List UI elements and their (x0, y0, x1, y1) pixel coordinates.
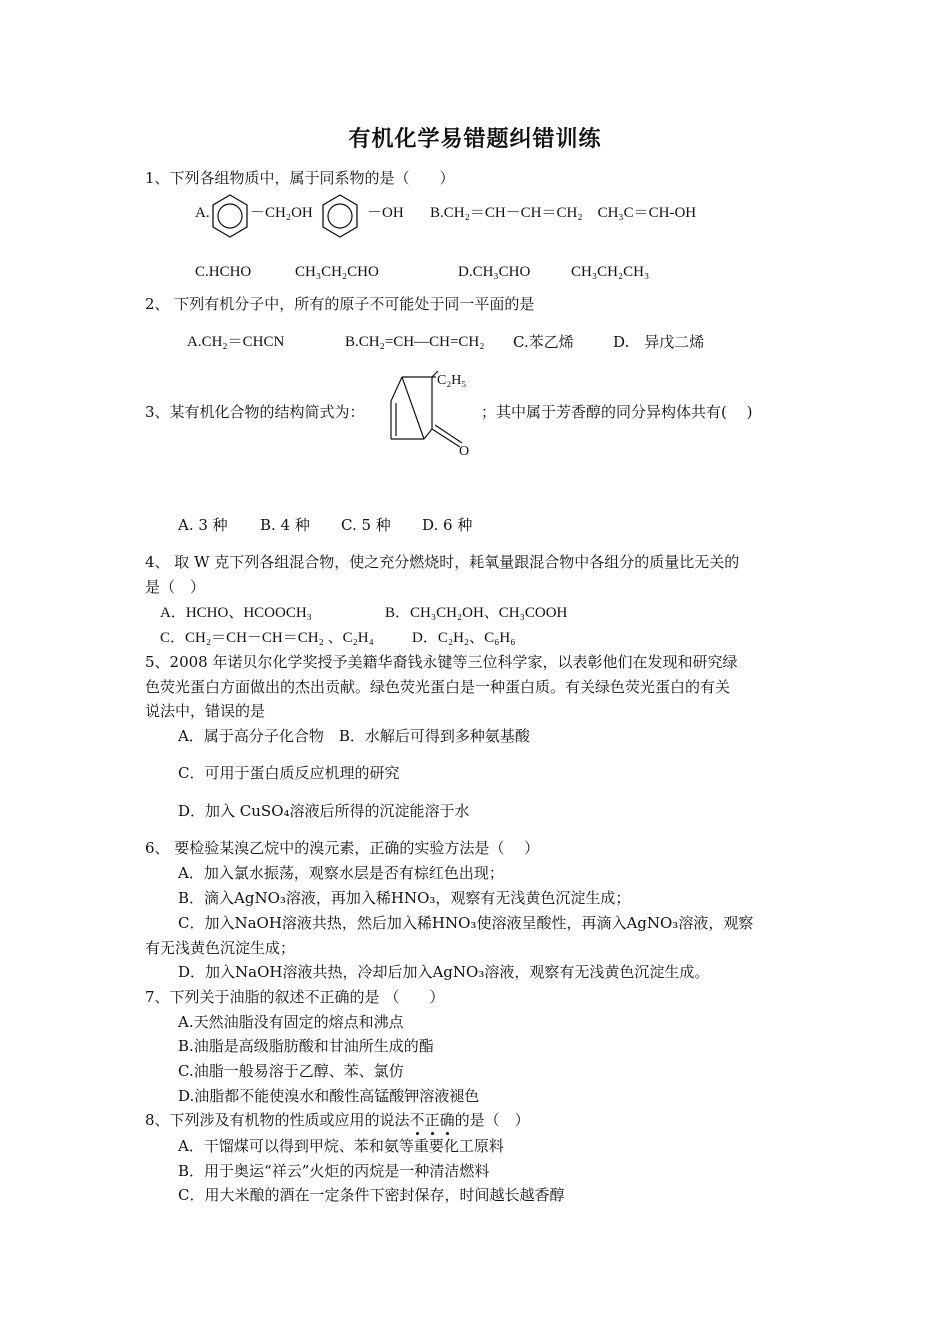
q4-stem-1: 4、 取 W 克下列各组混合物，使之充分燃烧时，耗氧量跟混合物中各组分的质量比无关的 (145, 553, 740, 571)
page-title: 有机化学易错题纠错训练 (348, 126, 602, 152)
q1-option-c-2: CH₃CH₂CHO (295, 264, 379, 280)
q4-option-c: C．CH₂＝CH－CH＝CH₂ 、C₂H₄ (160, 630, 374, 646)
q3-stem-post: ；其中属于芳香醇的同分异构体共有( ) (481, 403, 753, 421)
q2-option-d: D. 异戊二烯 (613, 333, 705, 351)
q6-option-d: D．加入NaOH溶液共热，冷却后加入AgNO₃溶液，观察有无浅黄色沉淀生成。 (178, 963, 710, 981)
q1-stem: 1、下列各组物质中，属于同系物的是（ ） (145, 169, 455, 187)
q8-emphasis-char-1: 不 (409, 1111, 425, 1129)
q1-option-c-1: C.HCHO (195, 264, 252, 280)
q2-option-b: B.CH₂=CH—CH=CH₂ (345, 334, 485, 350)
q6-option-a: A．加入氯水振荡，观察水层是否有棕红色出现； (178, 864, 504, 882)
q1-option-a-substituent-1: －CH₂OH (250, 205, 313, 221)
q8-stem (145, 1110, 530, 1130)
q7-option-d: D.油脂都不能使溴水和酸性高锰酸钾溶液褪色 (178, 1087, 480, 1105)
q5-option-c: C．可用于蛋白质反应机理的研究 (178, 764, 400, 782)
q8-option-b: B．用于奥运“祥云”火炬的丙烷是一种清洁燃料 (178, 1162, 490, 1180)
q6-option-c-1: C．加入NaOH溶液共热，然后加入稀HNO₃使溶液呈酸性，再滴入AgNO₃溶液，观察 (178, 914, 754, 932)
benzene-ring-icon (320, 193, 360, 241)
q1-option-b: B.CH₂＝CH－CH＝CH₂ CH₃C＝CH-OH (430, 205, 697, 221)
q8-stem-post: 的是（ ） (454, 1111, 530, 1129)
q4-option-d: D．C₂H₂、C₆H₆ (412, 630, 516, 646)
q1-option-d-2: CH₃CH₂CH₃ (571, 264, 650, 280)
q2-option-a: A.CH₂＝CHCN (187, 334, 285, 350)
benzene-ring-icon (210, 193, 250, 241)
q8-option-c: C．用大米酿的酒在一定条件下密封保存，时间越长越香醇 (178, 1186, 565, 1204)
q4-option-a: A．HCHO、HCOOCH₃ (160, 605, 312, 621)
q3-option-b: B. 4 种 (260, 516, 310, 534)
q5-line-1: 5、2008 年诺贝尔化学奖授予美籍华裔钱永键等三位科学家，以表彰他们在发现和研究绿 (145, 653, 738, 671)
q3-ketone-oxygen: O (459, 444, 470, 459)
q2-option-c: C.苯乙烯 (513, 333, 574, 351)
q2-stem: 2、 下列有机分子中，所有的原子不可能处于同一平面的是 (145, 295, 535, 313)
q1-option-a-substituent-2: －OH (367, 205, 404, 221)
q3-option-a: A. 3 种 (178, 516, 228, 534)
q5-option-d: D．加入 CuSO₄溶液后所得的沉淀能溶于水 (178, 802, 470, 820)
q5-line-3: 说法中，错误的是 (145, 702, 266, 720)
q6-stem: 6、 要检验某溴乙烷中的溴元素，正确的实验方法是（ ） (145, 839, 540, 857)
q4-option-b: B．CH₃CH₂OH、CH₃COOH (385, 605, 568, 621)
q3-option-d: D. 6 种 (422, 516, 473, 534)
q5-line-2: 色荧光蛋白方面做出的杰出贡献。绿色荧光蛋白是一种蛋白质。有关绿色荧光蛋白的有关 (145, 678, 731, 696)
q8-option-a: A．干馏煤可以得到甲烷、苯和氨等重要化工原料 (178, 1137, 504, 1155)
q8-emphasis-char-3: 确 (439, 1111, 455, 1129)
q8-emphasis-char-2: 正 (424, 1111, 440, 1129)
q7-stem: 7、下列关于油脂的叙述不正确的是 （ ） (145, 988, 445, 1006)
q5-options-a-b: A．属于高分子化合物 B．水解后可得到多种氨基酸 (178, 727, 530, 745)
q3-option-c: C. 5 种 (341, 516, 391, 534)
q6-option-c-2: 有无浅黄色沉淀生成； (145, 939, 296, 957)
q8-stem-pre: 8、下列涉及有机物的性质或应用的说法 (145, 1111, 410, 1129)
q6-option-b: B．滴入AgNO₃溶液，再加入稀HNO₃，观察有无浅黄色沉淀生成； (178, 889, 631, 907)
q7-option-a: A.天然油脂没有固定的熔点和沸点 (178, 1013, 404, 1031)
q7-option-b: B.油脂是高级脂肪酸和甘油所生成的酯 (178, 1037, 434, 1055)
q3-ethyl-substituent: C₂H₅ (437, 373, 467, 388)
q3-stem-pre: 3、某有机化合物的结构简式为： (145, 403, 365, 421)
q1-option-d-1: D.CH₃CHO (458, 264, 531, 280)
q4-stem-2: 是（ ） (145, 578, 206, 596)
q1-option-a-label: A. (195, 205, 210, 221)
q7-option-c: C.油脂一般易溶于乙醇、苯、氯仿 (178, 1062, 404, 1080)
